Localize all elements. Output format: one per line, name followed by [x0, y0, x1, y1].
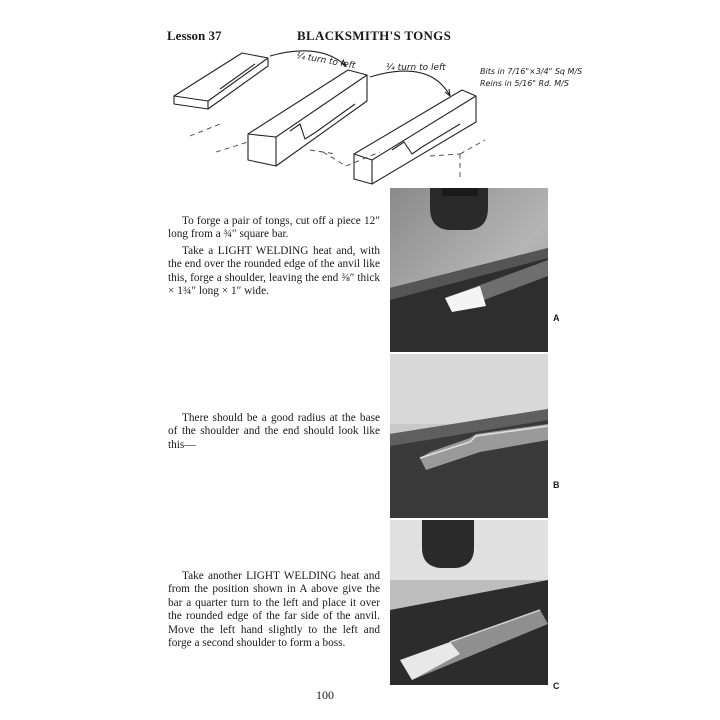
paragraph-1a: To forge a pair of tongs, cut off a piece 12″ long from a ¾″ square bar. — [168, 215, 380, 241]
photo-b — [390, 354, 548, 518]
paragraph-3 — [168, 570, 380, 653]
paragraph-3-text: Take another LIGHT WELDING heat and from the position shown in A above give the bar a quarter turn to the left and place it over the rounded edge of the far side of the anvil. Move the left hand slightly to the left and forge a second shoulder to form a boss. — [168, 570, 380, 650]
photo-c-label: C — [553, 681, 560, 691]
paragraph-1b: Take a LIGHT WELDING heat and, with the end over the rounded edge of the anvil like this, forge a shoulder, leaving the end ⅜″ thick × 1¾″ long × 1″ wide. — [168, 244, 380, 298]
bar-stage-3 — [354, 90, 476, 184]
photo-c — [390, 520, 548, 685]
lesson-number: Lesson 37 — [167, 28, 222, 43]
photo-a — [390, 188, 548, 352]
paragraph-2 — [168, 412, 380, 455]
paragraph-2-text: There should be a good radius at the base of the shoulder and the end should look like this— — [168, 412, 380, 451]
turn-arrow-2 — [370, 71, 450, 96]
bits-note: Bits in 7/16"×3/4" Sq M/S — [480, 67, 583, 76]
photo-b-label: B — [553, 480, 560, 490]
reins-note: Reins in 5/16" Rd. M/S — [480, 79, 569, 88]
bar-stage-1 — [174, 53, 268, 109]
page-title: BLACKSMITH'S TONGS — [297, 28, 452, 43]
page-number: 100 — [316, 688, 334, 702]
arrow-1-label: ¼ turn to left — [295, 51, 357, 72]
photo-a-label: A — [553, 313, 560, 323]
arrow-2-label: ¼ turn to left — [386, 63, 446, 73]
bar-stage-2 — [248, 70, 367, 166]
paragraph-1 — [168, 215, 380, 301]
material-note — [480, 66, 582, 90]
